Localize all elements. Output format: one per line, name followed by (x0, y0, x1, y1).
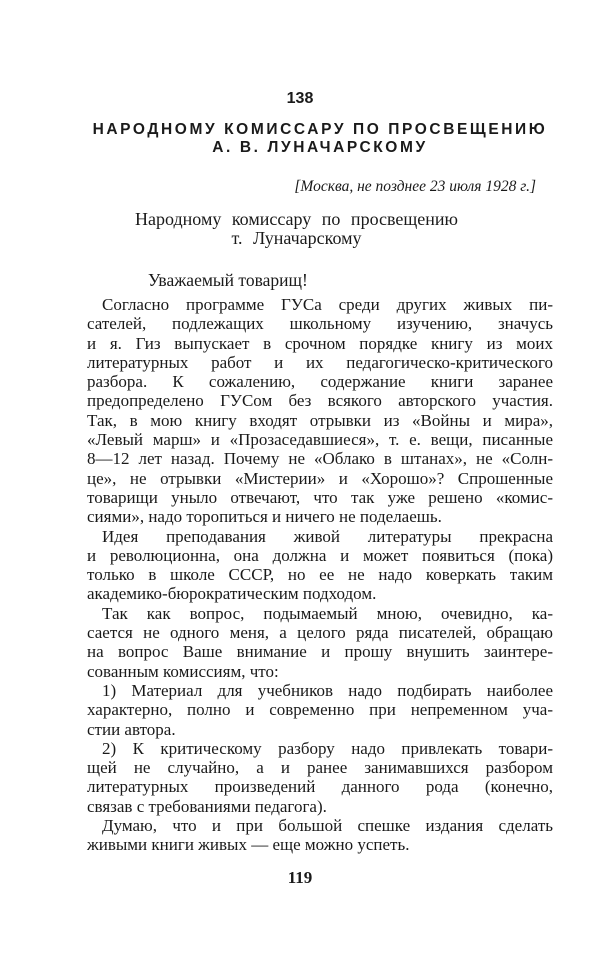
letter-body (87, 295, 553, 855)
addressee-line-1: Народному комиссару по просвещению (135, 209, 458, 229)
text-line: Думаю, что и при большой спешке издания сделать (102, 816, 553, 836)
text-line: щей не случайно, а и ранее занимавшихся разбором (87, 758, 553, 778)
date-note: [Москва, не позднее 23 июля 1928 г.] (294, 178, 536, 195)
text-line: Идея преподавания живой литературы прекрасна (102, 526, 553, 546)
addressee-line-2: т. Луначарскому (231, 228, 362, 248)
text-line: предопределено ГУСом без всякого авторского участия. (87, 391, 553, 411)
text-line: сателей, подлежащих школьному изучению, значусь (87, 314, 553, 334)
text-line: сованным комиссиям, что: (87, 661, 279, 681)
text-line: на вопрос Ваше внимание и прошу внушить заинтере- (87, 642, 553, 662)
text-line: це», не отрывки «Мистерии» и «Хорошо»? Спрошенные (87, 468, 553, 488)
text-line: 8—12 лет назад. Почему не «Облако в штанах», не «Солн- (87, 449, 553, 469)
text-line: товарищи уныло отвечают, что так уже решено «комис- (87, 487, 553, 507)
text-line: характерно, полно и современно при непременном уча- (87, 700, 553, 720)
text-line: Так, в мою книгу входят отрывки из «Войны и мира», (87, 410, 553, 430)
text-line: 1) Материал для учебников надо подбирать наиболее (102, 680, 553, 700)
text-line: сается не одного меня, а целого ряда писателей, обращаю (87, 623, 553, 643)
text-line: Согласно программе ГУСа среди других живых пи- (102, 295, 553, 314)
text-line: живыми книги живых — еще можно успеть. (87, 835, 410, 855)
text-line: 2) К критическому разбору надо привлекать товари- (102, 738, 553, 758)
text-line: разбора. К сожалению, содержание книги заранее (87, 372, 553, 392)
heading-line-2: А. В. ЛУНАЧАРСКОМУ (212, 139, 428, 156)
text-line: стии автора. (87, 719, 176, 739)
text-line: и я. Гиз выпускает в срочном порядке книгу из моих (87, 333, 553, 353)
text-line: сиями», надо торопиться и ничего не поделаешь. (87, 507, 442, 527)
greeting: Уважаемый товарищ! (148, 270, 308, 290)
page-number: 119 (287, 868, 313, 887)
text-line: «Левый марш» и «Прозаседавшиеся», т. е. вещи, писанные (87, 430, 553, 450)
text-line: Так как вопрос, подымаемый мною, очевидно, ка- (102, 603, 553, 623)
text-line: литературных работ и их педагогическо-критического (87, 352, 553, 372)
text-line: академико-бюрократическим подходом. (87, 584, 377, 604)
text-line: литературных произведений данного рода (конечно, (87, 777, 553, 797)
document-number: 138 (286, 90, 314, 107)
heading-line-1: НАРОДНОМУ КОМИССАРУ ПО ПРОСВЕЩЕНИЮ (92, 121, 548, 138)
text-line: и революционна, она должна и может появиться (пока) (87, 545, 553, 565)
text-line: только в школе СССР, но ее не надо коверкать таким (87, 565, 553, 585)
text-line: связав с требованиями педагога). (87, 796, 327, 816)
